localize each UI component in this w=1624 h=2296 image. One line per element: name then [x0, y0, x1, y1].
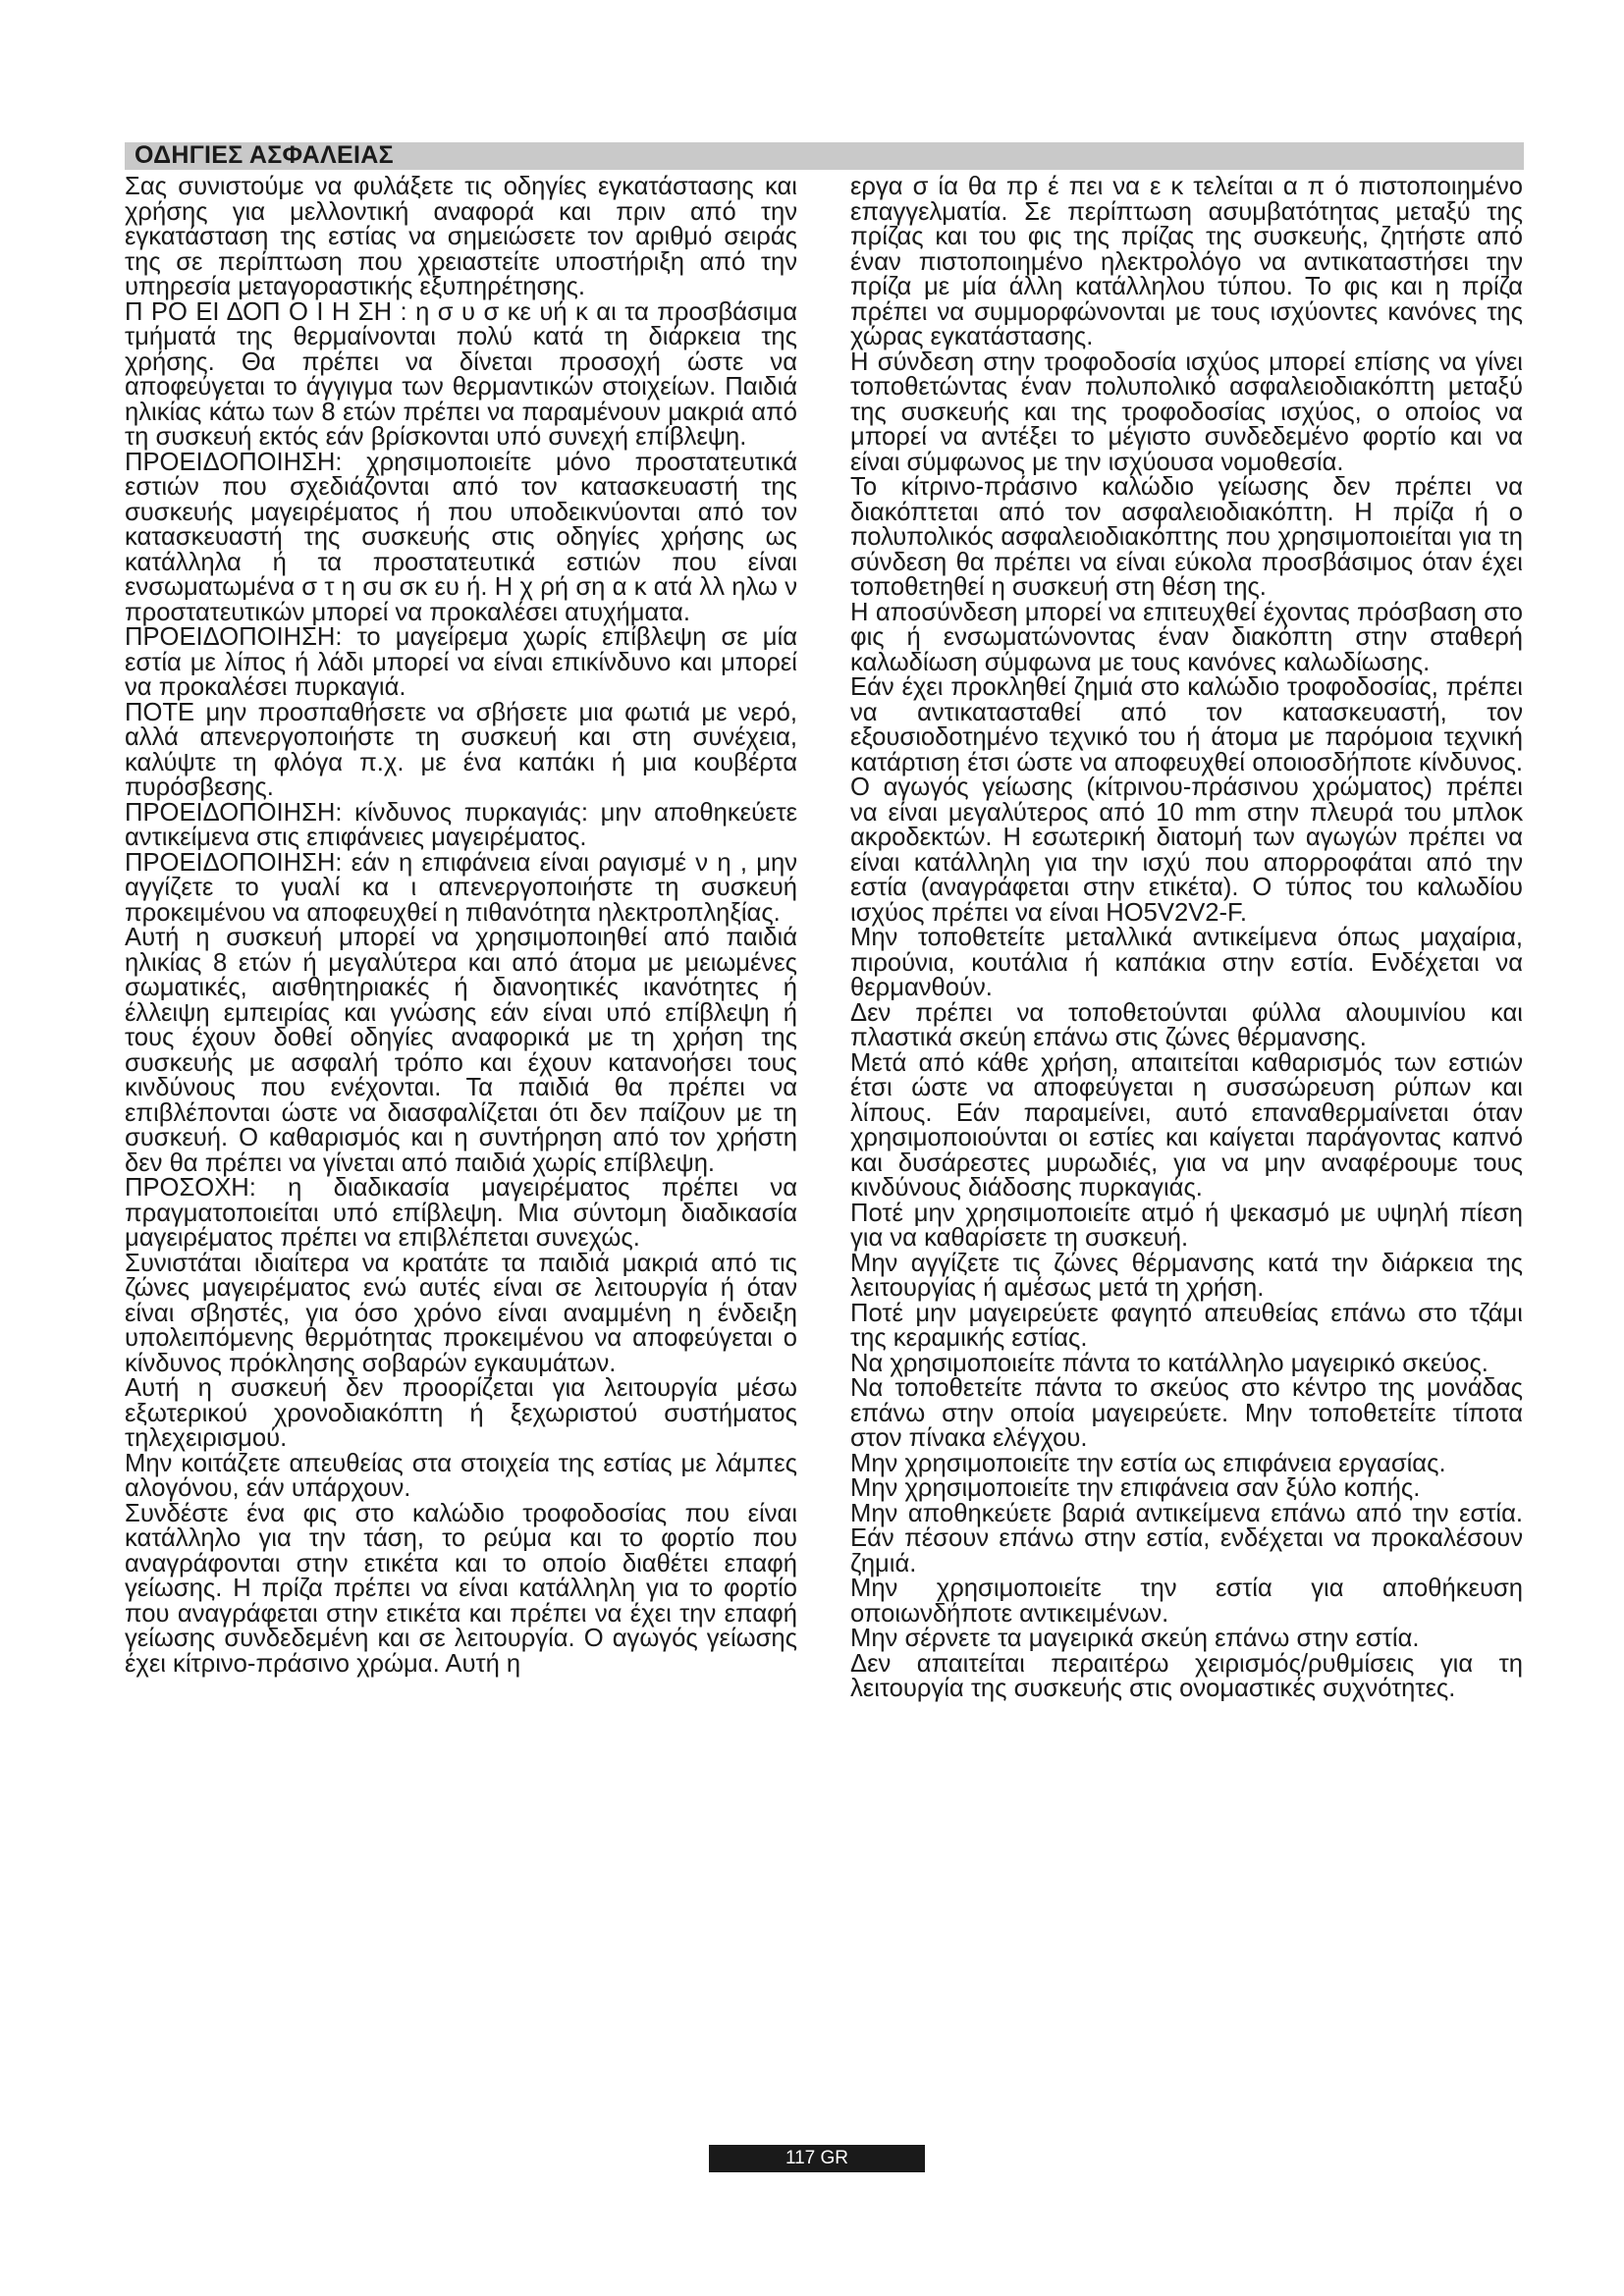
paragraph: Μην χρησιμοποιείτε την επιφάνεια σαν ξύλο κοπής.	[850, 1474, 1421, 1502]
paragraph: Το κίτρινο-πράσινο καλώδιο γείωσης δεν πρέπει να διακόπτεται από τον ασφαλειοδιακόπτη. Η πρίζα ή ο πολυπολικός ασφαλειοδιακόπτης που χρησιμοποιείται για τη σύνδεση θα πρέπει να είναι εύκολα προσβάσιμος όταν έχει τοποθετηθεί η συσκευή στη θέση της.	[850, 473, 1523, 601]
paragraph: ΠΡΟΕΙΔΟΠΟΙΗΣΗ: εάν η επιφάνεια είναι ραγισμέ ν η , μην αγγίζετε το γυαλί κα ι απενεργοποιήστε τη συσκευή προκειμένου να αποφευχθεί η πιθανότητα ηλεκτροπληξίας.	[125, 848, 797, 927]
section-title: ΟΔΗΓΙΕΣ ΑΣΦΑΛΕΙΑΣ	[135, 141, 394, 169]
paragraph: Να χρησιμοποιείτε πάντα το κατάλληλο μαγειρικό σκεύος.	[850, 1349, 1489, 1377]
paragraph: ΠΡΟΕΙΔΟΠΟΙΗΣΗ: χρησιμοποιείτε μόνο προστατευτικά εστιών που σχεδιάζονται από τον κατασκευαστή της συσκευής μαγειρέματος ή που υποδεικνύονται από τον κατασκευαστή της συσκευής στις οδηγίες χρήσης ως κατάλληλα ή τα προστατευτικά εστιών που είναι ενσωματωμένα σ τ η σu σκ ευ ή. Η χ ρή ση α κ ατά λλ ηλω ν προστατευτικών μπορεί να προκαλέσει ατυχήματα.	[125, 448, 797, 626]
paragraph: ΠΡΟΕΙΔΟΠΟΙΗΣΗ: κίνδυνος πυρκαγιάς: μην αποθηκεύετε αντικείμενα στις επιφάνειες μαγειρέματος.	[125, 798, 797, 851]
paragraph: Μην σέρνετε τα μαγειρικά σκεύη επάνω στην εστία.	[850, 1625, 1420, 1652]
paragraph: ΠΡΟΣΟΧΗ: η διαδικασία μαγειρέματος πρέπει να πραγματοποιείται υπό επίβλεψη. Μια σύντομη διαδικασία μαγειρέματος πρέπει να επιβλέπεται συνεχώς.	[125, 1174, 797, 1252]
paragraph: Μην χρησιμοποιείτε την εστία ως επιφάνεια εργασίας.	[850, 1449, 1446, 1477]
paragraph: ΠΟΤΕ μην προσπαθήσετε να σβήσετε μια φωτιά με νερό, αλλά απενεργοποιήστε τη συσκευή και στη συνέχεια, καλύψτε τη φλόγα π.χ. με ένα καπάκι ή μια κουβέρτα πυρόσβεσης.	[125, 698, 797, 801]
left-column	[125, 175, 797, 1677]
paragraph: Μην τοποθετείτε μεταλλικά αντικείμενα όπως μαχαίρια, πιρούνια, κουτάλια ή καπάκια στην εστία. Ενδέχεται να θερμανθούν.	[850, 924, 1523, 1001]
paragraph: Η αποσύνδεση μπορεί να επιτευχθεί έχοντας πρόσβαση στο φις ή ενσωματώνοντας έναν διακόπτη στην σταθερή καλωδίωση σύμφωνα με τους κανόνες καλωδίωσης.	[850, 598, 1523, 676]
paragraph: ΠΡΟΕΙΔΟΠΟΙΗΣΗ: το μαγείρεμα χωρίς επίβλεψη σε μία εστία με λίπος ή λάδι μπορεί να είναι επικίνδυνο και μπορεί να προκαλέσει πυρκαγιά.	[125, 623, 797, 701]
paragraph: Σας συνιστούμε να φυλάξετε τις οδηγίες εγκατάστασης και χρήσης για μελλοντική αναφορά και πριν από την εγκατάσταση της εστίας να σημειώσετε τον αριθμό σειράς της σε περίπτωση που χρειαστείτε υποστήριξη από την υπηρεσία μεταγοραστικής εξυπηρέτησης.	[125, 173, 797, 300]
paragraph: Η σύνδεση στην τροφοδοσία ισχύος μπορεί επίσης να γίνει τοποθετώντας έναν πολυπολικό ασφαλειοδιακόπτη μεταξύ της συσκευής και της τροφοδοσίας ισχύος, ο οποίος να μπορεί να αντέξει το μέγιστο συνδεδεμένο φορτίο και να είναι σύμφωνος με την ισχύουσα νομοθεσία.	[850, 347, 1523, 476]
paragraph: Μην κοιτάζετε απευθείας στα στοιχεία της εστίας με λάμπες αλογόνου, εάν υπάρχουν.	[125, 1449, 797, 1502]
paragraph: Συνδέστε ένα φις στο καλώδιο τροφοδοσίας που είναι κατάλληλο για την τάση, το ρεύμα και το φορτίο που αναγράφονται στην ετικέτα και το οποίο διαθέτει επαφή γείωσης. Η πρίζα πρέπει να είναι κατάλληλη για το φορτίο που αναγράφεται στην ετικέτα και πρέπει να έχει την επαφή γείωσης συνδεδεμένη και σε λειτουργία. Ο αγωγός γείωσης έχει κίτρινο-πράσινο χρώμα. Αυτή η	[125, 1499, 797, 1678]
paragraph: Μην χρησιμοποιείτε την εστία για αποθήκευση οποιωνδήποτε αντικειμένων.	[850, 1575, 1523, 1628]
right-column	[850, 175, 1523, 1702]
paragraph: Π ΡΟ ΕΙ ΔΟΠ Ο Ι Η ΣΗ : η σ υ σ κε υή κ αι τα προσβάσιμα τμήματά της θερμαίνονται πολύ κατά τη διάρκεια της χρήσης. Θα πρέπει να δίνεται προσοχή ώστε να αποφεύγεται το άγγιγμα των θερμαντικών στοιχείων. Παιδιά ηλικίας κάτω των 8 ετών πρέπει να παραμένουν μακριά από τη συσκευή εκτός εάν βρίσκονται υπό συνεχή επίβλεψη.	[125, 297, 797, 451]
paragraph: Να τοποθετείτε πάντα το σκεύος στο κέντρο της μονάδας επάνω στην οποία μαγειρεύετε. Μην τοποθετείτε τίποτα στον πίνακα ελέγχου.	[850, 1374, 1523, 1452]
paragraph: Εάν έχει προκληθεί ζημιά στο καλώδιο τροφοδοσίας, πρέπει να αντικατασταθεί από τον κατασκευαστή, τον εξουσιοδοτημένο τεχνικό του ή άτομα με παρόμοια τεχνική κατάρτιση έτσι ώστε να αποφευχθεί οποιοσδήποτε κίνδυνος. Ο αγωγός γείωσης (κίτρινου-πράσινου χρώματος) πρέπει να είναι μεγαλύτερος από 10 mm στην πλευρά του μπλοκ ακροδεκτών. Η εσωτερική διατομή των αγωγών πρέπει να είναι κατάλληλη για την ισχύ που απορροφάται από την εστία (αναγράφεται στην ετικέτα). Ο τύπος του καλωδίου ισχύος πρέπει να είναι HO5V2V2-F.	[850, 673, 1523, 927]
paragraph: Ποτέ μην χρησιμοποιείτε ατμό ή ψεκασμό με υψηλή πίεση για να καθαρίσετε τη συσκευή.	[850, 1199, 1523, 1252]
paragraph: εργα σ ία θα πρ έ πει να ε κ τελείται α π ό πιστοποιημένο επαγγελματία. Σε περίπτωση ασυμβατότητας μεταξύ της πρίζας και του φις της πρίζας της συσκευής, ζητήστε από έναν πιστοποιημένο ηλεκτρολόγο να αντικαταστήσει την πρίζα με μία άλλη κατάλληλου τύπου. Το φις και η πρίζα πρέπει να συμμορφώνονται με τους ισχύοντες κανόνες της χώρας εγκατάστασης.	[850, 173, 1523, 350]
paragraph: Δεν απαιτείται περαιτέρω χειρισμός/ρυθμίσεις για τη λειτουργία της συσκευής στις ονομαστικές συχνότητες.	[850, 1649, 1523, 1702]
paragraph: Ποτέ μην μαγειρεύετε φαγητό απευθείας επάνω στο τζάμι της κεραμικής εστίας.	[850, 1299, 1523, 1352]
paragraph: Αυτή η συσκευή μπορεί να χρησιμοποιηθεί από παιδιά ηλικίας 8 ετών ή μεγαλύτερα και από άτομα με μειωμένες σωματικές, αισθητηριακές ή διανοητικές ικανότητες ή έλλειψη εμπειρίας και γνώσης εάν είναι υπό επίβλεψη ή τους έχουν δοθεί οδηγίες αναφορικά με τη χρήση της συσκευής με ασφαλή τρόπο και έχουν κατανοήσει τους κινδύνους που ενέχονται. Τα παιδιά θα πρέπει να επιβλέπονται ώστε να διασφαλίζεται ότι δεν παίζουν με τη συσκευή. Ο καθαρισμός και η συντήρηση από τον χρήστη δεν θα πρέπει να γίνεται από παιδιά χωρίς επίβλεψη.	[125, 924, 797, 1177]
paragraph: Μην αγγίζετε τις ζώνες θέρμανσης κατά την διάρκεια της λειτουργίας ή αμέσως μετά τη χρήση.	[850, 1249, 1523, 1302]
paragraph: Μην αποθηκεύετε βαριά αντικείμενα επάνω από την εστία. Εάν πέσουν επάνω στην εστία, ενδέχεται να προκαλέσουν ζημιά.	[850, 1499, 1523, 1577]
paragraph: Δεν πρέπει να τοποθετούνται φύλλα αλουμινίου και πλαστικά σκεύη επάνω στις ζώνες θέρμανσης.	[850, 998, 1523, 1051]
paragraph: Μετά από κάθε χρήση, απαιτείται καθαρισμός των εστιών έτσι ώστε να αποφεύγεται η συσσώρευση ρύπων και λίπους. Εάν παραμείνει, αυτό επαναθερμαίνεται όταν χρησιμοποιούνται οι εστίες και καίγεται παράγοντας καπνό και δυσάρεστες μυρωδιές, για να μην αναφέρουμε τους κινδύνους διάδοσης πυρκαγιάς.	[850, 1048, 1523, 1201]
paragraph: Αυτή η συσκευή δεν προορίζεται για λειτουργία μέσω εξωτερικού χρονοδιακόπτη ή ξεχωριστού συστήματος τηλεχειρισμού.	[125, 1374, 797, 1452]
page-number: 117 GR	[709, 2145, 925, 2172]
paragraph: Συνιστάται ιδιαίτερα να κρατάτε τα παιδιά μακριά από τις ζώνες μαγειρέματος ενώ αυτές είναι σε λειτουργία ή όταν είναι σβηστές, για όσο χρόνο είναι αναμμένη η ένδειξη υπολειπόμενης θερμότητας προκειμένου να αποφεύγεται ο κίνδυνος πρόκλησης σοβαρών εγκαυμάτων.	[125, 1249, 797, 1377]
